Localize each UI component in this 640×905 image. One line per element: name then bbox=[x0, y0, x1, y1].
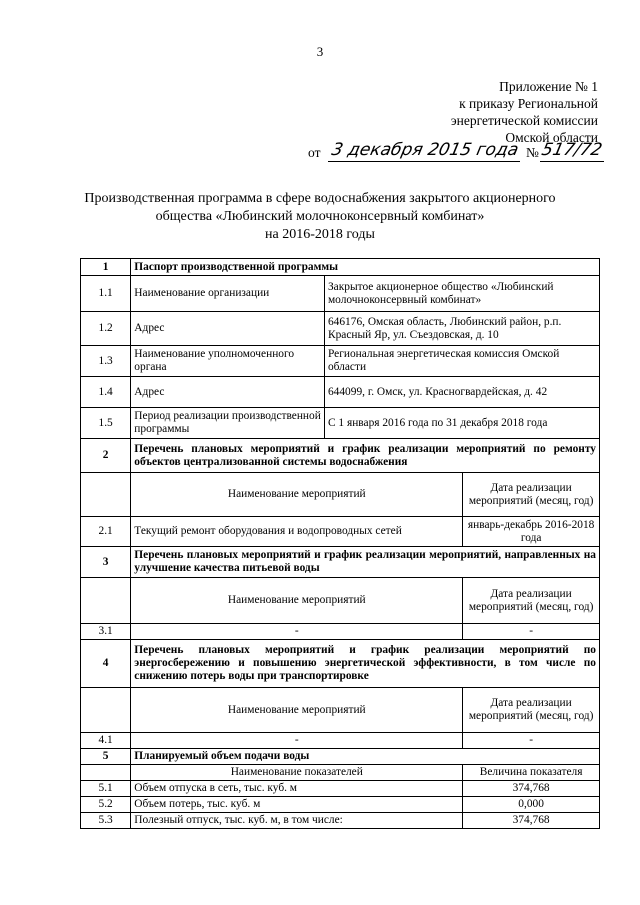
section-row bbox=[81, 749, 600, 765]
row-label: Адрес bbox=[131, 312, 325, 346]
row-name: Полезный отпуск, тыс. куб. м, в том числе: bbox=[131, 813, 463, 829]
empty-cell bbox=[81, 473, 131, 517]
row-number: 5.2 bbox=[81, 797, 131, 813]
row-number: 1.3 bbox=[81, 346, 131, 377]
number-prefix: № bbox=[526, 145, 539, 160]
column-header-row bbox=[81, 473, 600, 517]
table-row bbox=[81, 346, 600, 377]
title-line: общества «Любинский молочноконсервный комбинат» bbox=[155, 209, 485, 224]
table-row bbox=[81, 813, 600, 829]
section-heading: Перечень плановых мероприятий и график реализации мероприятий, направленных на улучшение качества питьевой воды bbox=[131, 547, 600, 578]
row-value: Региональная энергетическая комиссия Омской области bbox=[324, 346, 599, 377]
row-value: 0,000 bbox=[463, 797, 600, 813]
row-value: 644099, г. Омск, ул. Красногвардейская, д. 42 bbox=[324, 377, 599, 408]
row-label: Наименование уполномоченного органа bbox=[131, 346, 325, 377]
row-name: Текущий ремонт оборудования и водопроводных сетей bbox=[131, 517, 463, 547]
column-header-row bbox=[81, 765, 600, 781]
section-number: 1 bbox=[81, 259, 131, 276]
date-underline bbox=[328, 161, 520, 162]
title-line: на 2016-2018 годы bbox=[265, 227, 375, 242]
section-heading: Паспорт производственной программы bbox=[131, 259, 600, 276]
row-number: 1.5 bbox=[81, 408, 131, 439]
document-title bbox=[60, 190, 580, 244]
appendix-line: к приказу Региональной bbox=[459, 96, 598, 111]
row-label: Период реализации производственной программы bbox=[131, 408, 325, 439]
section-heading: Планируемый объем подачи воды bbox=[131, 749, 600, 765]
row-number: 5.1 bbox=[81, 781, 131, 797]
section-number: 3 bbox=[81, 547, 131, 578]
table-row bbox=[81, 312, 600, 346]
table-row bbox=[81, 733, 600, 749]
column-header: Дата реализации мероприятий (месяц, год) bbox=[463, 578, 600, 624]
row-value: Закрытое акционерное общество «Любинский молочноконсервный комбинат» bbox=[324, 276, 599, 312]
table-row bbox=[81, 517, 600, 547]
section-number: 4 bbox=[81, 640, 131, 688]
row-name: Объем потерь, тыс. куб. м bbox=[131, 797, 463, 813]
row-date: - bbox=[463, 733, 600, 749]
row-number: 1.4 bbox=[81, 377, 131, 408]
section-heading: Перечень плановых мероприятий и график реализации мероприятий по энергосбережению и повышению энергетической эффективности, в том числе по снижению потерь воды при транспортировке bbox=[131, 640, 600, 688]
row-value: 374,768 bbox=[463, 813, 600, 829]
handwritten-date: 3 декабря 2015 года bbox=[329, 140, 521, 160]
section-heading: Перечень плановых мероприятий и график реализации мероприятий по ремонту объектов централизованной системы водоснабжения bbox=[131, 439, 600, 473]
row-number: 1.2 bbox=[81, 312, 131, 346]
empty-cell bbox=[81, 765, 131, 781]
column-header-row bbox=[81, 578, 600, 624]
title-line: Производственная программа в сфере водоснабжения закрытого акционерного bbox=[84, 191, 556, 206]
column-header: Величина показателя bbox=[463, 765, 600, 781]
row-number: 1.1 bbox=[81, 276, 131, 312]
row-number: 4.1 bbox=[81, 733, 131, 749]
row-value: 374,768 bbox=[463, 781, 600, 797]
column-header: Наименование показателей bbox=[131, 765, 463, 781]
date-prefix: от bbox=[308, 145, 321, 160]
row-number: 5.3 bbox=[81, 813, 131, 829]
empty-cell bbox=[81, 578, 131, 624]
row-name: - bbox=[131, 733, 463, 749]
table-row bbox=[81, 408, 600, 439]
table-row bbox=[81, 797, 600, 813]
row-label: Адрес bbox=[131, 377, 325, 408]
column-header: Дата реализации мероприятий (месяц, год) bbox=[463, 473, 600, 517]
table-row bbox=[81, 624, 600, 640]
order-date-number bbox=[304, 140, 604, 166]
row-label: Наименование организации bbox=[131, 276, 325, 312]
appendix-line: энергетической комиссии bbox=[450, 113, 598, 128]
page-number: 3 bbox=[316, 44, 324, 59]
row-number: 2.1 bbox=[81, 517, 131, 547]
column-header: Наименование мероприятий bbox=[131, 473, 463, 517]
appendix-block bbox=[451, 78, 598, 146]
column-header-row bbox=[81, 688, 600, 733]
section-row bbox=[81, 259, 600, 276]
program-table bbox=[80, 258, 600, 829]
section-row bbox=[81, 640, 600, 688]
row-value: С 1 января 2016 года по 31 декабря 2018 года bbox=[324, 408, 599, 439]
row-date: январь-декабрь 2016-2018 года bbox=[463, 517, 600, 547]
row-value: 646176, Омская область, Любинский район, р.п. Красный Яр, ул. Съездовская, д. 10 bbox=[324, 312, 599, 346]
column-header: Наименование мероприятий bbox=[131, 578, 463, 624]
section-number: 5 bbox=[81, 749, 131, 765]
row-name: Объем отпуска в сеть, тыс. куб. м bbox=[131, 781, 463, 797]
handwritten-number: 517/72 bbox=[539, 140, 604, 160]
empty-cell bbox=[81, 688, 131, 733]
table-row bbox=[81, 276, 600, 312]
appendix-line: Омской области bbox=[505, 130, 598, 145]
appendix-line: Приложение № 1 bbox=[499, 79, 598, 94]
row-number: 3.1 bbox=[81, 624, 131, 640]
number-underline bbox=[540, 161, 604, 162]
section-row bbox=[81, 547, 600, 578]
table-row bbox=[81, 781, 600, 797]
column-header: Дата реализации мероприятий (месяц, год) bbox=[463, 688, 600, 733]
row-date: - bbox=[463, 624, 600, 640]
section-number: 2 bbox=[81, 439, 131, 473]
column-header: Наименование мероприятий bbox=[131, 688, 463, 733]
table-row bbox=[81, 377, 600, 408]
row-name: - bbox=[131, 624, 463, 640]
section-row bbox=[81, 439, 600, 473]
